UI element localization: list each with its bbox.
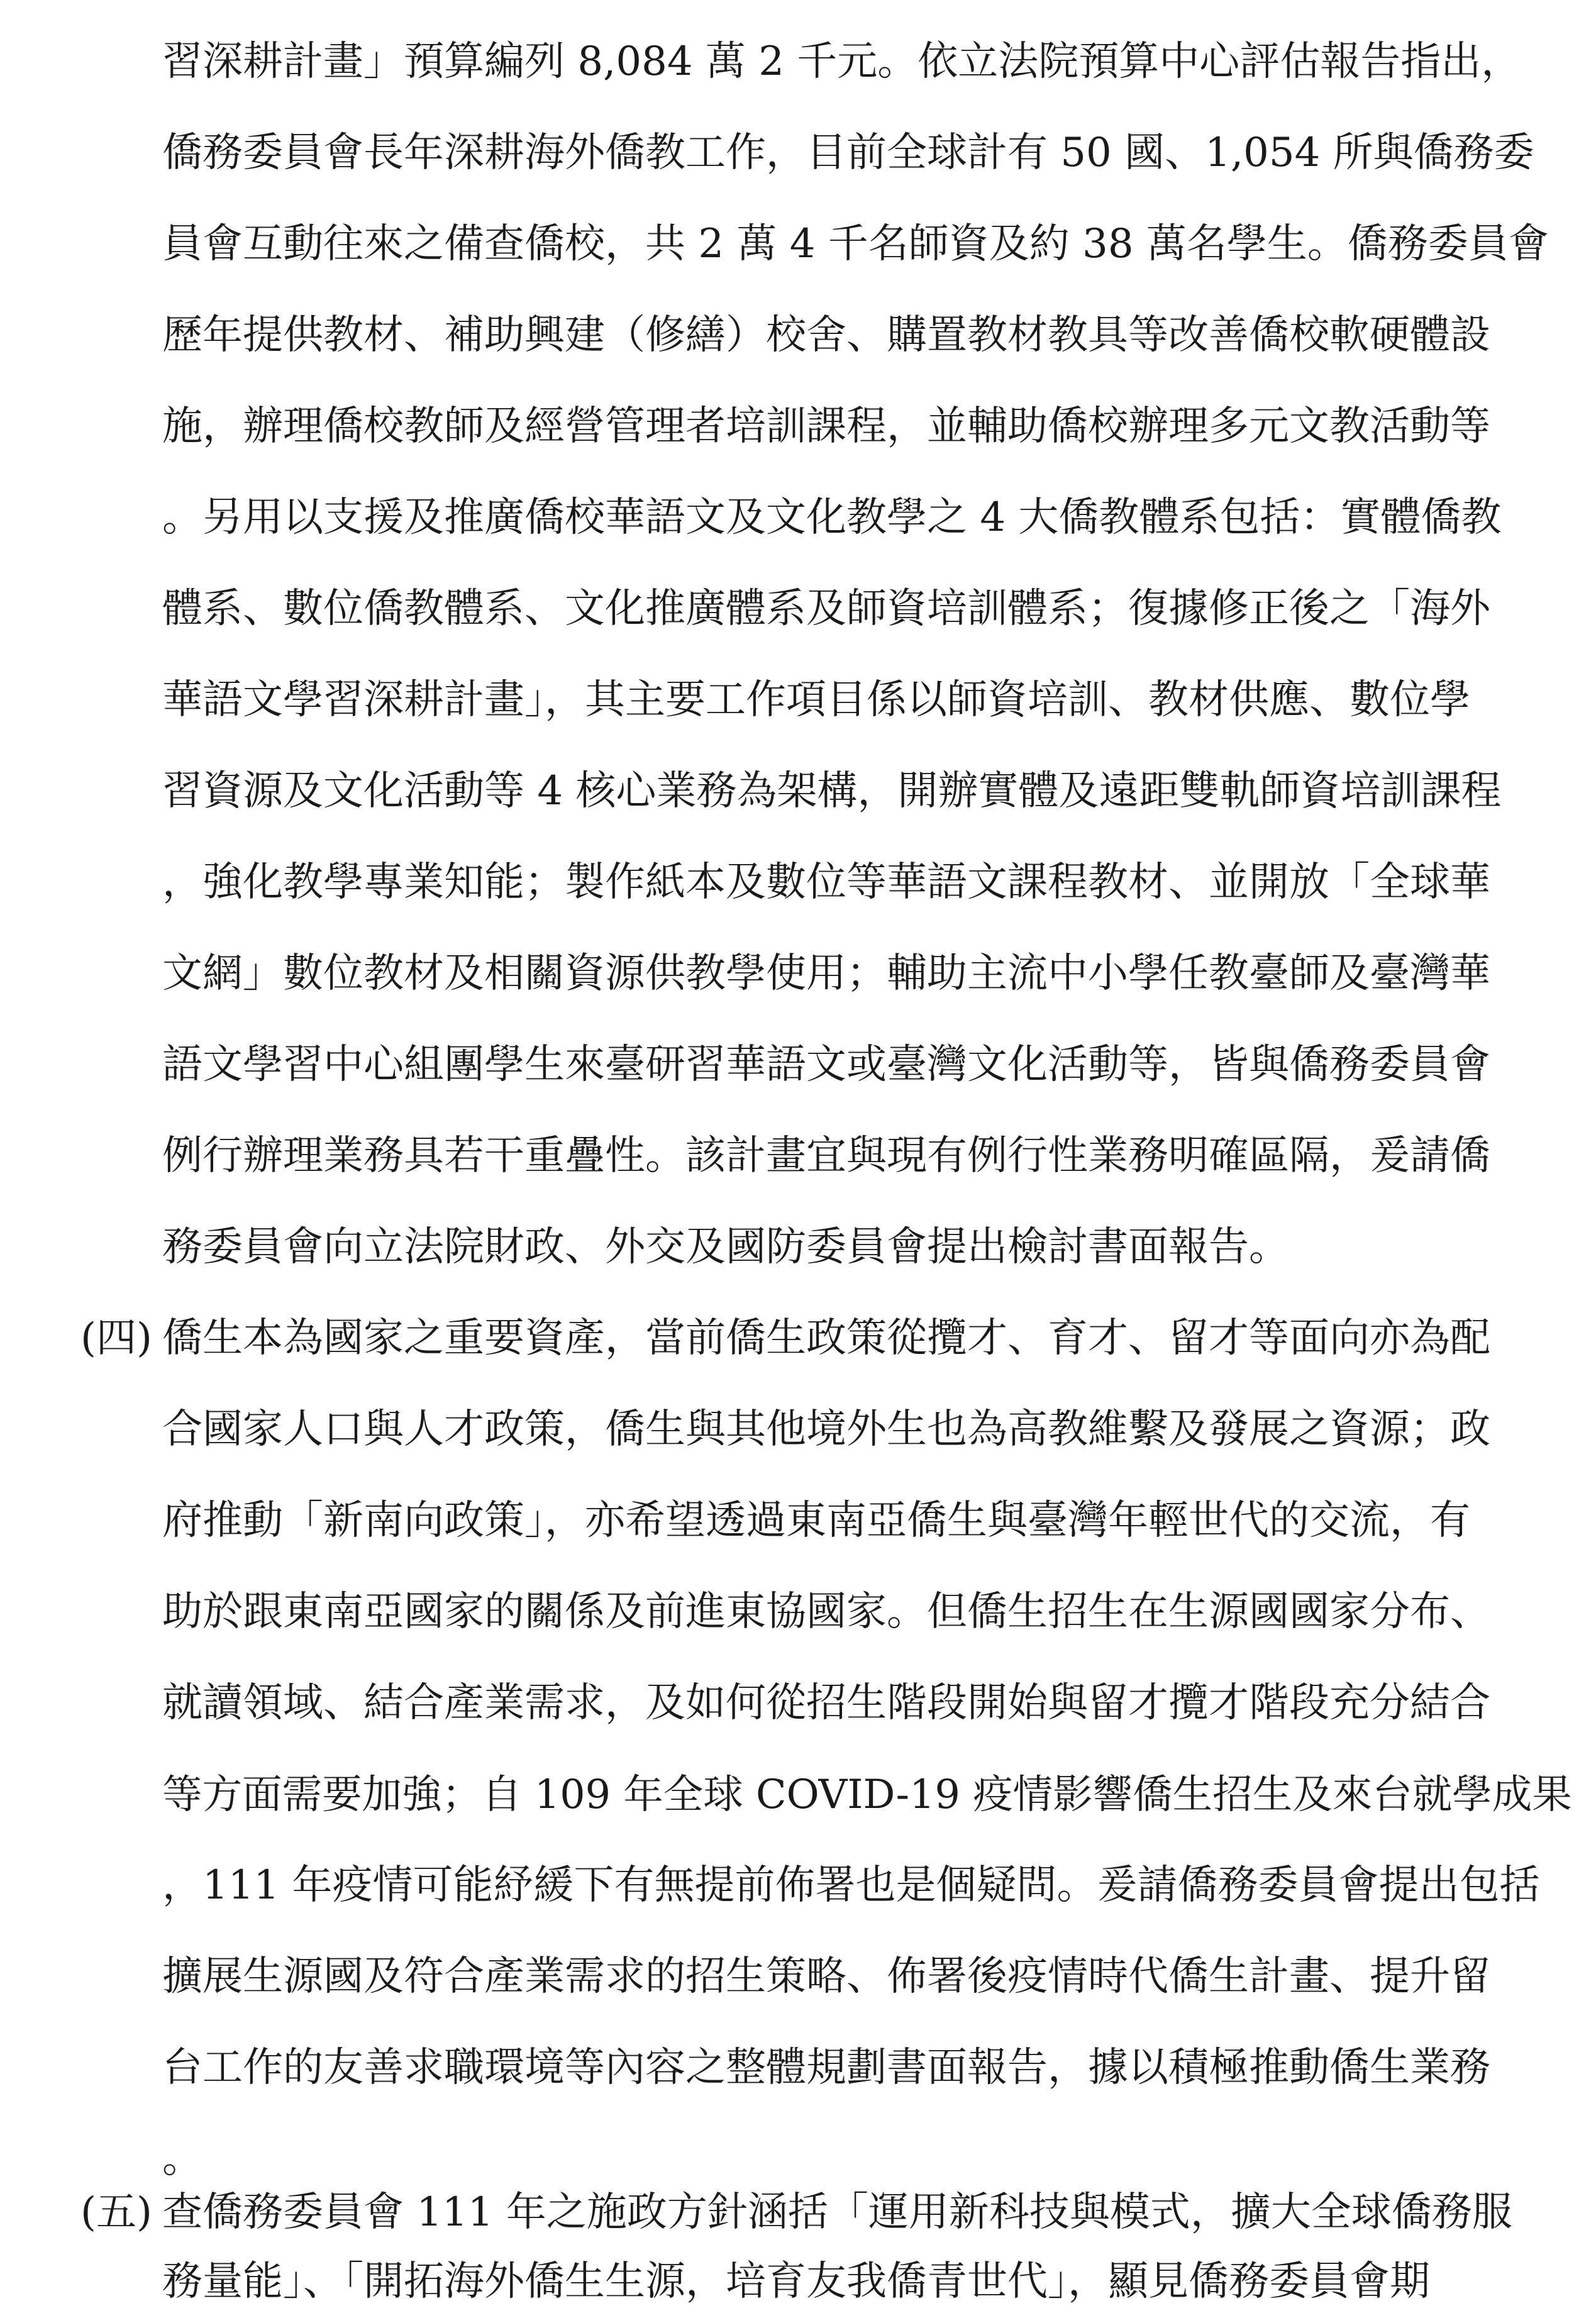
text-line: 就讀領域、結合產業需求，及如何從招生階段開始與留才攬才階段充分結合 <box>162 1680 1490 1726</box>
text-line: 施，辦理僑校教師及經營管理者培訓課程，並輔助僑校辦理多元文教活動等 <box>162 403 1490 450</box>
text-line: 歷年提供教材、補助興建（修繕）校舍、購置教材教具等改善僑校軟硬體設 <box>162 312 1490 358</box>
text-line: 例行辦理業務具若干重疊性。該計畫宜與現有例行性業務明確區隔，爰請僑 <box>162 1133 1490 1179</box>
text-line: 文網」數位教材及相關資源供教學使用；輔助主流中小學任教臺師及臺灣華 <box>162 950 1490 997</box>
text-line: ，強化教學專業知能；製作紙本及數位等華語文課程教材、並開放「全球華 <box>162 859 1490 906</box>
text-line: 。另用以支援及推廣僑校華語文及文化教學之 4 大僑教體系包括：實體僑教 <box>162 494 1502 541</box>
text-line: 府推動「新南向政策」，亦希望透過東南亞僑生與臺灣年輕世代的交流，有 <box>162 1497 1470 1544</box>
text-line: 助於跟東南亞國家的關係及前進東協國家。但僑生招生在生源國國家分布、 <box>162 1589 1490 1635</box>
text-line: 等方面需要加強；自 109 年全球 COVID-19 疫情影響僑生招生及來台就學成果 <box>162 1771 1572 1817</box>
text-line: 擴展生源國及符合產業需求的招生策略、佈署後疫情時代僑生計畫、提升留 <box>162 1953 1490 2000</box>
text-line: 僑生本為國家之重要資產，當前僑生政策從攬才、育才、留才等面向亦為配 <box>162 1315 1490 1361</box>
text-line: 習資源及文化活動等 4 核心業務為架構，開辦實體及遠距雙軌師資培訓課程 <box>162 768 1502 814</box>
text-line: ，111 年疫情可能紓緩下有無提前佈署也是個疑問。爰請僑務委員會提出包括 <box>162 1862 1540 1909</box>
text-line: 華語文學習深耕計畫」，其主要工作項目係以師資培訓、教材供應、數位學 <box>162 677 1470 723</box>
text-line: 。 <box>162 2136 202 2182</box>
text-line: 員會互動往來之備查僑校，共 2 萬 4 千名師資及約 38 萬名學生。僑務委員會 <box>162 221 1549 267</box>
text-line: 語文學習中心組團學生來臺研習華語文或臺灣文化活動等，皆與僑務委員會 <box>162 1041 1490 1088</box>
text-line: 務量能」、「開拓海外僑生生源，培育友我僑青世代」，顯見僑務委員會期 <box>162 2258 1430 2305</box>
text-line: 僑務委員會長年深耕海外僑教工作，目前全球計有 50 國、1,054 所與僑務委 <box>162 130 1534 176</box>
item-number: (五) <box>80 2189 152 2236</box>
text-line: 務委員會向立法院財政、外交及國防委員會提出檢討書面報告。 <box>162 1224 1289 1270</box>
item-number: (四) <box>80 1315 152 1361</box>
text-line: 台工作的友善求職環境等內容之整體規劃書面報告，據以積極推動僑生業務 <box>162 2044 1490 2091</box>
text-line: 查僑務委員會 111 年之施政方針涵括「運用新科技與模式，擴大全球僑務服 <box>162 2189 1512 2236</box>
text-line: 體系、數位僑教體系、文化推廣體系及師資培訓體系；復據修正後之「海外 <box>162 585 1490 632</box>
text-line: 習深耕計畫」預算編列 8,084 萬 2 千元。依立法院預算中心評估報告指出， <box>162 38 1522 85</box>
text-line: 合國家人口與人才政策，僑生與其他境外生也為高教維繫及發展之資源；政 <box>162 1406 1490 1453</box>
